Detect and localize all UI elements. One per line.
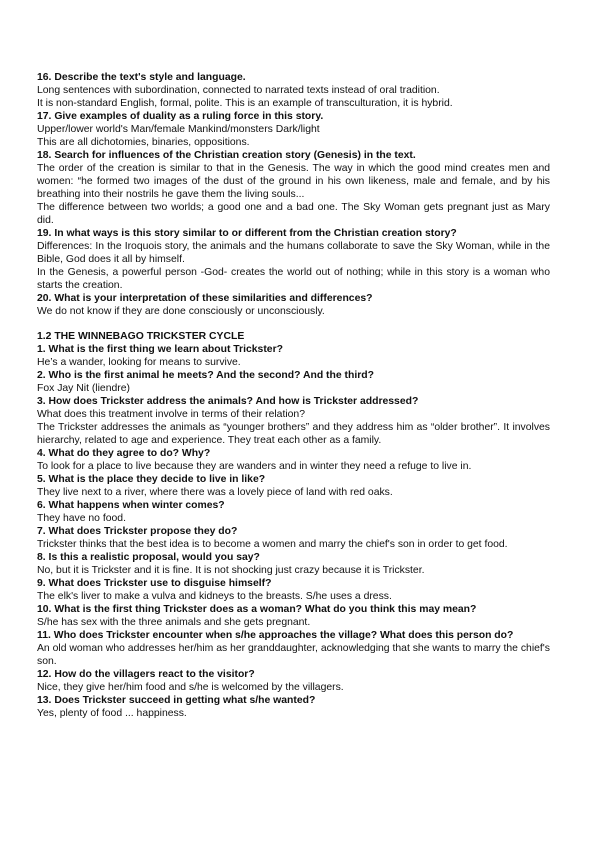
answer-paragraph: We do not know if they are done consciously or unconsciously. (37, 306, 325, 317)
answer-paragraph: What does this treatment involve in terms of their relation? (37, 409, 305, 420)
answer-paragraph: He’s a wander, looking for means to survive. (37, 357, 241, 368)
question-heading: 13. Does Trickster succeed in getting what s/he wanted? (37, 695, 316, 706)
question-heading: 4. What do they agree to do? Why? (37, 448, 211, 459)
answer-paragraph: S/he has sex with the three animals and she gets pregnant. (37, 617, 311, 628)
answer-paragraph: Nice, they give her/him food and s/he is welcomed by the villagers. (37, 682, 344, 693)
question-heading: 3. How does Trickster address the animals? And how is Trickster addressed? (37, 396, 419, 407)
question-heading: 17. Give examples of duality as a ruling force in this story. (37, 111, 324, 122)
question-heading: 2. Who is the first animal he meets? And the second? And the third? (37, 370, 374, 381)
question-heading: 12. How do the villagers react to the visitor? (37, 669, 255, 680)
question-heading: 5. What is the place they decide to live in like? (37, 474, 266, 485)
question-heading: 6. What happens when winter comes? (37, 500, 225, 511)
question-heading: 8. Is this a realistic proposal, would you say? (37, 552, 260, 563)
question-heading: 1.2 THE WINNEBAGO TRICKSTER CYCLE (37, 331, 245, 342)
answer-paragraph: No, but it is Trickster and it is fine. It is not shocking just crazy because it is Trickster. (37, 565, 425, 576)
answer-paragraph: They live next to a river, where there was a lovely piece of land with red oaks. (37, 487, 393, 498)
question-heading: 7. What does Trickster propose they do? (37, 526, 238, 537)
question-heading: 11. Who does Trickster encounter when s/he approaches the village? What does this person do? (37, 630, 514, 641)
answer-paragraph: The order of the creation is similar to that in the Genesis. The way in which the good mind creates men and women: “he formed two images of the dust of the ground in his own likeness, male and female, and by his breathing into their nostrils he gave them the living souls... (37, 163, 550, 200)
answer-paragraph: To look for a place to live because they are wanders and in winter they need a refuge to live in. (37, 461, 472, 472)
question-heading: 16. Describe the text's style and language. (37, 72, 246, 83)
answer-paragraph: In the Genesis, a powerful person -God- creates the world out of nothing; while in this story is a woman who starts the creation. (37, 267, 550, 291)
question-heading: 18. Search for influences of the Christian creation story (Genesis) in the text. (37, 150, 416, 161)
answer-paragraph: Long sentences with subordination, connected to narrated texts instead of oral tradition. (37, 85, 440, 96)
answer-paragraph: Fox Jay Nit (liendre) (37, 383, 130, 394)
answer-paragraph: The difference between two worlds; a good one and a bad one. The Sky Woman gets pregnant just as Mary did. (37, 202, 550, 226)
section-spacer (37, 318, 550, 330)
answer-paragraph: An old woman who addresses her/him as her granddaughter, acknowledging that she wants to marry the chief's son. (37, 643, 550, 667)
answer-paragraph: Upper/lower world's Man/female Mankind/monsters Dark/light (37, 124, 320, 135)
answer-paragraph: This are all dichotomies, binaries, oppositions. (37, 137, 250, 148)
answer-paragraph: They have no food. (37, 513, 126, 524)
question-heading: 10. What is the first thing Trickster does as a woman? What do you think this may mean? (37, 604, 477, 615)
question-heading: 1. What is the first thing we learn about Trickster? (37, 344, 283, 355)
document-body (37, 71, 550, 720)
answer-paragraph: It is non-standard English, formal, polite. This is an example of transculturation, it is hybrid. (37, 98, 453, 109)
answer-paragraph: Differences: In the Iroquois story, the animals and the humans collaborate to save the Sky Woman, while in the Bible, God does it all by himself. (37, 241, 550, 265)
question-heading: 20. What is your interpretation of these similarities and differences? (37, 293, 373, 304)
answer-paragraph: Trickster thinks that the best idea is to become a women and marry the chief's son in order to get food. (37, 539, 508, 550)
question-heading: 9. What does Trickster use to disguise himself? (37, 578, 272, 589)
answer-paragraph: The Trickster addresses the animals as “younger brothers” and they address him as “older brother”. It involves hierarchy, related to age and experience. They treat each other as a family. (37, 422, 550, 446)
question-heading: 19. In what ways is this story similar to or different from the Christian creation story? (37, 228, 457, 239)
answer-paragraph: The elk's liver to make a vulva and kidneys to the breasts. S/he uses a dress. (37, 591, 392, 602)
answer-paragraph: Yes, plenty of food ... happiness. (37, 708, 187, 719)
